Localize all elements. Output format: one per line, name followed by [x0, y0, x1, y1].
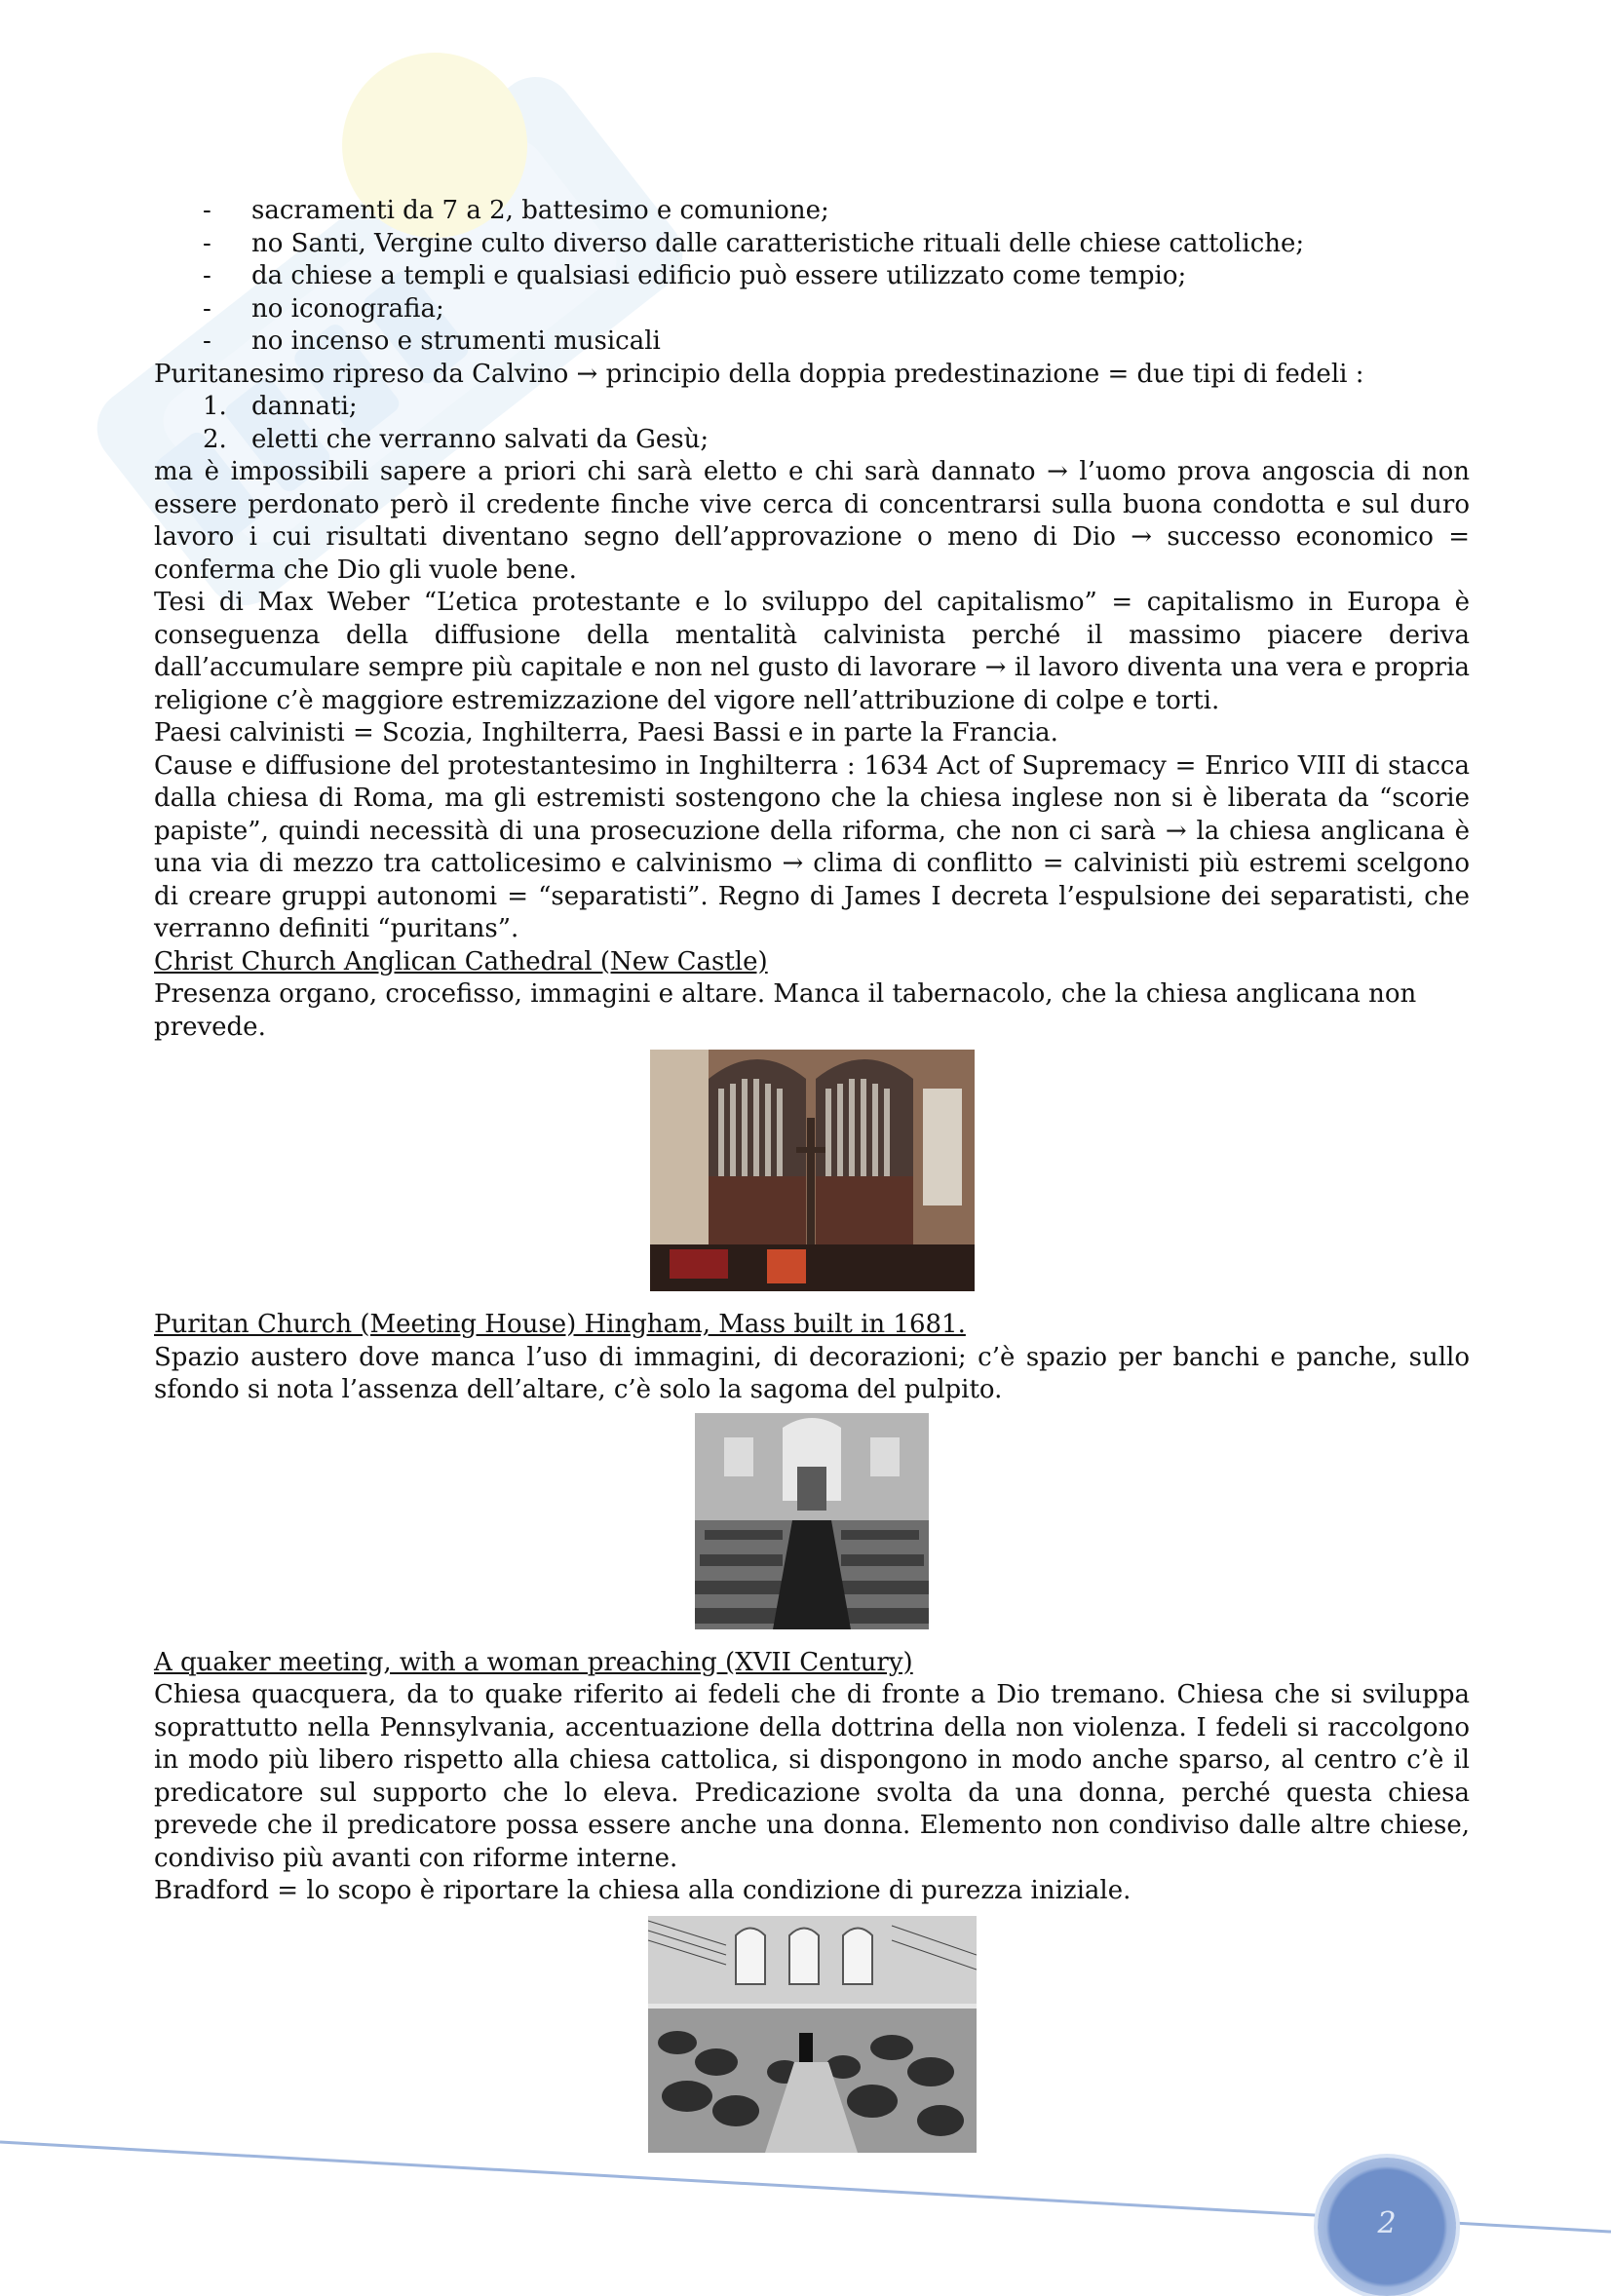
page-number-badge: [1318, 2158, 1456, 2296]
list-item: [154, 424, 1470, 457]
paragraph-predestination: ma è impossibili sapere a priori chi sarà eletto e chi sarà dannato → l’uomo prova angoscia di non essere perdonato però il credente finche vive cerca di concentrarsi sulla buona condotta e sul duro lavoro i cui risultati diventano segno dell’approvazione o meno di Dio → successo economico = conferma che Dio gli vuole bene.: [154, 457, 1470, 585]
caption-quaker-meeting: A quaker meeting, with a woman preaching (XVII Century): [154, 1647, 913, 1677]
spacer: [154, 1297, 1470, 1309]
caption-christ-church: Christ Church Anglican Cathedral (New Castle): [154, 946, 768, 976]
list-item: [154, 391, 1470, 424]
list-item: - da chiese a templi e qualsiasi edificio può essere utilizzato come tempio;: [154, 260, 1470, 293]
list-text: eletti che verranno salvati da Gesù;: [251, 424, 710, 454]
photo-cathedral-organ: [650, 1050, 975, 1291]
reform-bullet-list: [154, 195, 1470, 359]
text-puritan-church: Spazio austero dove manca l’uso di immagini, di decorazioni; c’è spazio per banchi e panche, sullo sfondo si nota l’assenza dell’altare, c’è solo la sagoma del pulpito.: [154, 1342, 1470, 1404]
paragraph-calvinist-countries: Paesi calvinisti = Scozia, Inghilterra, Paesi Bassi e in parte la Francia.: [154, 718, 1058, 747]
paragraph-weber: Tesi di Max Weber “L’etica protestante e lo sviluppo del capitalismo” = capitalismo in Europa è conseguenza della diffusione della mentalità calvinista perché il massimo piacere deriva dall’accumulare sempre più capitale e non nel gusto di lavorare → il lavoro diventa una vera e propria religione c’è maggiore estremizzazione del vigore nell’attribuzione di colpe e torti.: [154, 588, 1470, 715]
paragraph-bradford: Bradford = lo scopo è riportare la chiesa alla condizione di purezza iniziale.: [154, 1876, 1132, 1905]
text-christ-church: Presenza organo, crocefisso, immagini e altare. Manca il tabernacolo, che la chiesa anglicana non prevede.: [154, 979, 1417, 1042]
faithful-types-list: [154, 391, 1470, 456]
engraving-quaker-meeting: [648, 1916, 977, 2153]
paragraph-england: Cause e diffusione del protestantesimo in Inghilterra : 1634 Act of Supremacy = Enrico VIII di stacca dalla chiesa di Roma, ma gli estremisti sostengono che la chiesa inglese non si è liberata da “scorie papiste”, quindi necessità di una prosecuzione della riforma, che non ci sarà → la chiesa anglicana è una via di mezzo tra cattolicesimo e calvinismo → clima di conflitto = calvinisti più estremi scelgono di creare gruppi autonomi = “separatisti”. Regno di James I decreta l’espulsione dei separatisti, che verranno definiti “puritans”.: [154, 750, 1470, 943]
list-text: dannati;: [251, 392, 358, 421]
list-number: 2.: [203, 424, 227, 454]
spacer: [154, 1635, 1470, 1647]
puritan-intro: Puritanesimo ripreso da Calvino → principio della doppia predestinazione = due tipi di fedeli :: [154, 359, 1364, 389]
caption-puritan-church: Puritan Church (Meeting House) Hingham, Mass built in 1681.: [154, 1310, 966, 1339]
list-number: 1.: [203, 392, 227, 421]
page-number: 2: [1377, 2206, 1397, 2240]
list-item: - no Santi, Vergine culto diverso dalle caratteristiche rituali delle chiese cattoliche;: [154, 228, 1470, 261]
list-item: - no iconografia;: [154, 293, 1470, 326]
document-body: [154, 195, 1470, 2153]
list-item: - sacramenti da 7 a 2, battesimo e comunione;: [154, 195, 1470, 228]
photo-meeting-house: [695, 1413, 929, 1629]
text-quaker-meeting: Chiesa quacquera, da to quake riferito ai fedeli che di fronte a Dio tremano. Chiesa che si sviluppa soprattutto nella Pennsylvania, accentuazione della dottrina della non violenza. I fedeli si raccolgono in modo più libero rispetto alla chiesa cattolica, si dispongono in modo anche sparso, al centro c’è il predicatore sul supporto che lo eleva. Predicazione svolta da una donna, perché questa chiesa prevede che il predicatore possa essere anche una donna. Elemento non condiviso dalle altre chiese, condiviso più avanti con riforme interne.: [154, 1680, 1470, 1873]
list-item: - no incenso e strumenti musicali: [154, 325, 1470, 359]
